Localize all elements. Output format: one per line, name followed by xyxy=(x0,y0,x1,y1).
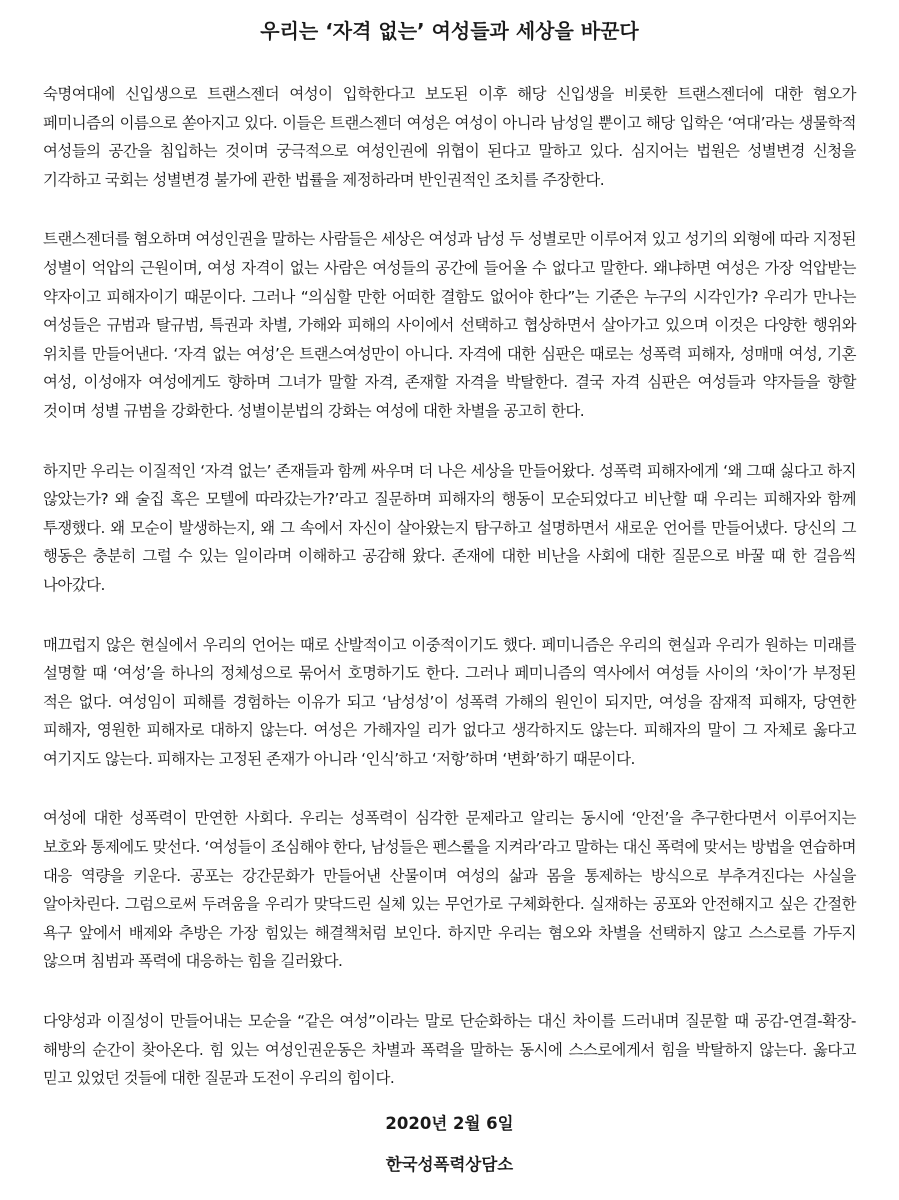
paragraph-4: 매끄럽지 않은 현실에서 우리의 언어는 때로 산발적이고 이중적이기도 했다. 페미니즘은 우리의 현실과 우리가 원하는 미래를 설명할 때 ‘여성’을 하나의 정체성으로 묶어서 호명하기도 한다. 그러나 페미니즘의 역사에서 여성들 사이의 ‘차이’가 부정된 적은 없다. 여성임이 피해를 경험하는 이유가 되고 ‘남성성’이 성폭력 가해의 원인이 되지만, 여성을 잠재적 피해자, 당연한 피해자, 영원한 피해자로 대하지 않는다. 여성은 가해자일 리가 없다고 생각하지도 않는다. 피해자의 말이 그 자체로 옳다고 여기지도 않는다. 피해자는 고정된 존재가 아니라 ‘인식’하고 ‘저항’하며 ‘변화’하기 때문이다. xyxy=(43,635,856,768)
paragraph-3: 하지만 우리는 이질적인 ‘자격 없는’ 존재들과 함께 싸우며 더 나은 세상을 만들어왔다. 성폭력 피해자에게 ‘왜 그때 싫다고 하지 않았는가? 왜 술집 혹은 모텔에 따라갔는가?’라고 질문하며 피해자의 행동이 모순되었다고 비난할 때 우리는 피해자와 함께 투쟁했다. 왜 모순이 발생하는지, 왜 그 속에서 자신이 살아왔는지 탐구하고 설명하면서 새로운 언어를 만들어냈다. 당신의 그 행동은 충분히 그럴 수 있는 일이라며 이해하고 공감해 왔다. 존재에 대한 비난을 사회에 대한 질문으로 바꿀 때 한 걸음씩 나아갔다. xyxy=(43,461,856,594)
document-body xyxy=(43,80,856,1093)
document-title: 우리는 ‘자격 없는’ 여성들과 세상을 바꾼다 xyxy=(260,19,639,43)
paragraph-6: 다양성과 이질성이 만들어내는 모순을 “같은 여성”이라는 말로 단순화하는 대신 차이를 드러내며 질문할 때 공감-연결-확장-해방의 순간이 찾아온다. 힘 있는 여성인권운동은 차별과 폭력을 말하는 동시에 스스로에게서 힘을 박탈하지 않는다. 옳다고 믿고 있었던 것들에 대한 질문과 도전이 우리의 힘이다. xyxy=(43,1012,856,1088)
organization-name: 한국성폭력상담소 xyxy=(385,1155,514,1174)
paragraph-5: 여성에 대한 성폭력이 만연한 사회다. 우리는 성폭력이 심각한 문제라고 알리는 동시에 ‘안전’을 추구한다면서 이루어지는 보호와 통제에도 맞선다. ‘여성들이 조심해야 한다, 남성들은 펜스룰을 지켜라’라고 말하는 대신 폭력에 맞서는 방법을 연습하며 대응 역량을 키운다. 공포는 강간문화가 만들어낸 산물이며 여성의 삶과 몸을 통제하는 방식으로 부추겨진다는 사실을 알아차린다. 그럼으로써 두려움을 우리가 맞닥드린 실체 있는 무언가로 구체화한다. 실재하는 공포와 안전해지고 싶은 간절한 욕구 앞에서 배제와 추방은 가장 힘있는 해결책처럼 보인다. 하지만 우리는 혐오와 차별을 선택하지 않고 스스로를 가두지 않으며 침범과 폭력에 대응하는 힘을 길러왔다. xyxy=(43,809,856,971)
document-date: 2020년 2월 6일 xyxy=(385,1114,514,1133)
paragraph-2: 트랜스젠더를 혐오하며 여성인권을 말하는 사람들은 세상은 여성과 남성 두 성별로만 이루어져 있고 성기의 외형에 따라 지정된 성별이 억압의 근원이며, 여성 자격이 없는 사람은 여성들의 공간에 들어올 수 없다고 말한다. 왜냐하면 여성은 가장 억압받는 약자이고 피해자이기 때문이다. 그러나 “의심할 만한 어떠한 결함도 없어야 한다”는 기준은 누구의 시각인가? 우리가 만나는 여성들은 규범과 탈규범, 특권과 차별, 가해와 피해의 사이에서 선택하고 협상하면서 살아가고 있으며 이것은 다양한 행위와 위치를 만들어낸다. ‘자격 없는 여성’은 트랜스여성만이 아니다. 자격에 대한 심판은 때로는 성폭력 피해자, 성매매 여성, 기혼 여성, 이성애자 여성에게도 향하며 그녀가 말할 자격, 존재할 자격을 박탈한다. 결국 자격 심판은 여성들과 약자들을 향할 것이며 성별 규범을 강화한다. 성별이분법의 강화는 여성에 대한 차별을 공고히 한다. xyxy=(43,230,856,420)
paragraph-1: 숙명여대에 신입생으로 트랜스젠더 여성이 입학한다고 보도된 이후 해당 신입생을 비롯한 트랜스젠더에 대한 혐오가 페미니즘의 이름으로 쏟아지고 있다. 이들은 트랜스젠더 여성은 여성이 아니라 남성일 뿐이고 해당 입학은 ‘여대’라는 생물학적 여성들의 공간을 침입하는 것이며 궁극적으로 여성인권에 위협이 된다고 말하고 있다. 심지어는 법원은 성별변경 신청을 기각하고 국회는 성별변경 불가에 관한 법률을 제정하라며 반인권적인 조치를 주장한다. xyxy=(43,85,856,189)
